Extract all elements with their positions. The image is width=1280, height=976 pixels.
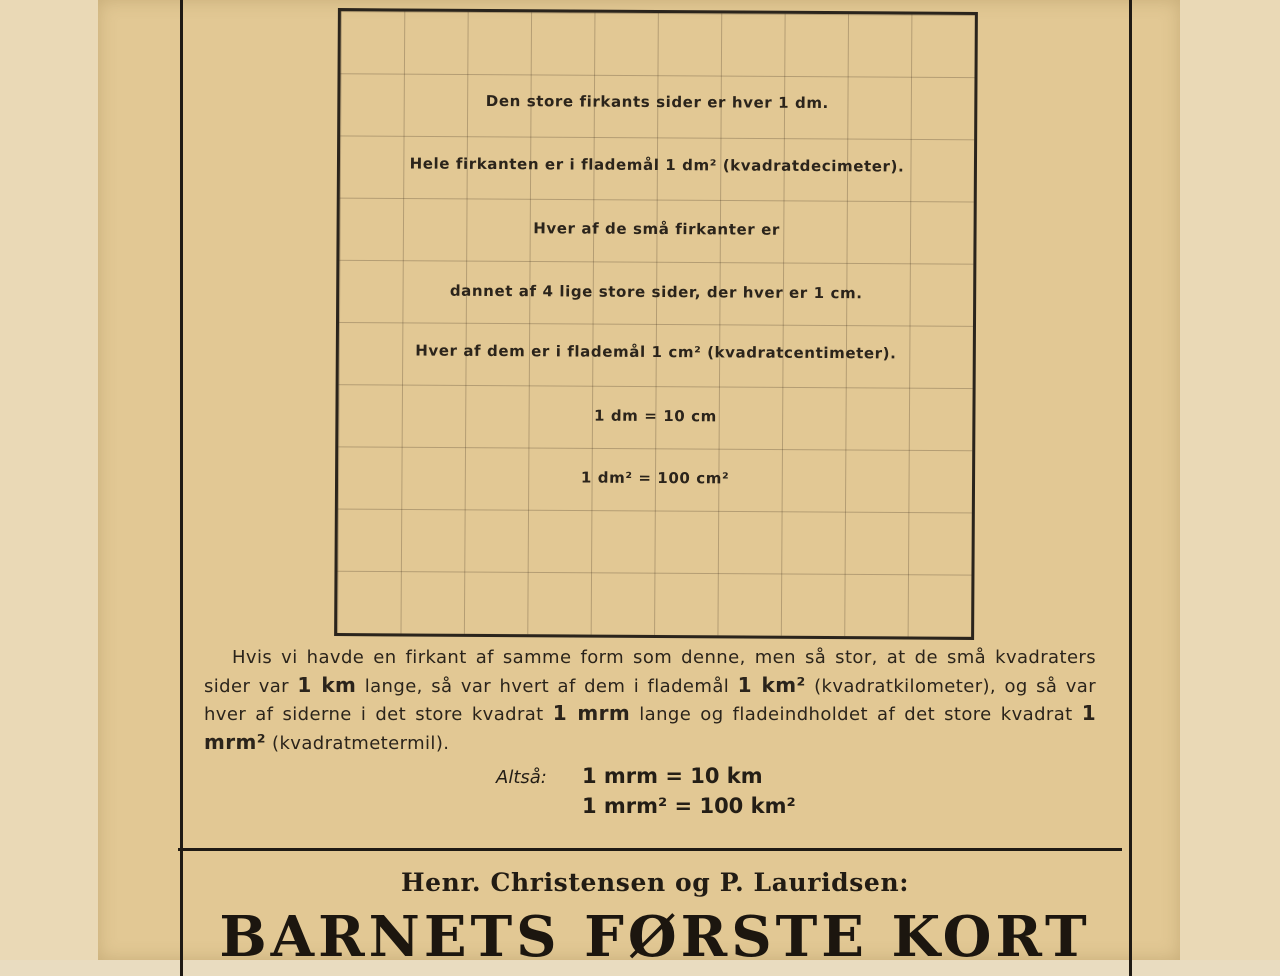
- grid-text-line: Hver af de små firkanter er: [533, 219, 780, 239]
- grid-text-line: Den store firkants sider er hver 1 dm.: [485, 91, 829, 113]
- grid-text-line: Hele firkanten er i flademål 1 dm² (kvadratdecimeter).: [409, 154, 905, 176]
- explanation-paragraph: [204, 644, 1096, 757]
- conclusion-formula: 1 mrm² = 100 km²: [582, 794, 796, 818]
- paragraph-emphasis: 1 mrm²: [204, 701, 1097, 754]
- advert-book-title: BARNETS FØRSTE KORT: [219, 904, 1091, 960]
- paragraph-emphasis: 1 mrm: [552, 701, 631, 725]
- conclusion-formula: 1 mrm = 10 km: [582, 764, 763, 788]
- conclusion-line-2: [582, 794, 796, 818]
- conclusion-lead: Altså:: [496, 767, 547, 788]
- paragraph-text: (kvadratmetermil).: [265, 732, 450, 754]
- paragraph-text: lange, så var hvert af dem i flademål: [356, 675, 738, 697]
- grid-text-line: 1 dm = 10 cm: [593, 406, 717, 426]
- grid-text-line: dannet af 4 lige store sider, der hver er 1 cm.: [449, 281, 863, 303]
- section-divider: [178, 848, 1122, 851]
- paragraph-text: Hvis vi havde en firkant af samme form som denne, men så stor, at de små kvadraters sider var: [204, 647, 1096, 697]
- advert-authors: Henr. Christensen og P. Lauridsen:: [400, 868, 910, 897]
- conclusion-line-1: [496, 764, 763, 788]
- paragraph-emphasis: 1 km: [297, 672, 357, 697]
- paragraph-emphasis: 1 km²: [737, 672, 806, 697]
- square-decimeter-grid: [334, 8, 978, 640]
- paragraph-body: [204, 644, 1096, 757]
- paragraph-text: (kvadratkilometer), og så var hver af siderne i det store kvadrat: [204, 675, 1097, 725]
- paragraph-text: lange og fladeindholdet af det store kvadrat: [630, 704, 1082, 725]
- grid-text-line: Hver af dem er i flademål 1 cm² (kvadratcentimeter).: [415, 341, 897, 363]
- grid-text-line: 1 dm² = 100 cm²: [580, 468, 730, 488]
